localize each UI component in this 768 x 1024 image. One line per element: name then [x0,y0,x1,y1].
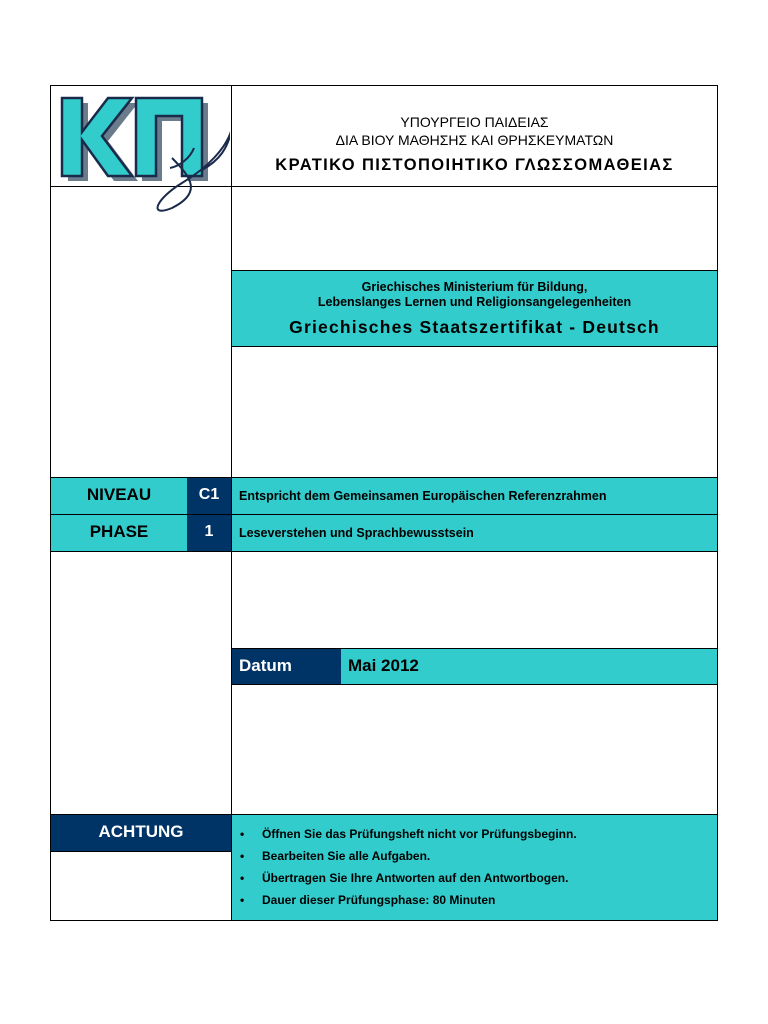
phase-code: 1 [187,514,231,552]
instruction-item: • Übertragen Sie Ihre Antworten auf den Antwortbogen. [232,867,577,889]
greek-ministry-line2: ΔΙΑ ΒΙΟΥ ΜΑΘΗΣΗΣ ΚΑΙ ΘΡΗΣΚΕΥΜΑΤΩΝ [335,132,614,148]
kpg-logo [52,88,230,220]
greek-certificate-title: ΚΡΑΤΙΚΟ ΠΙΣΤΟΠΟΙΗΤΙΚΟ ΓΛΩΣΣΟΜΑΘΕΙΑΣ [275,156,674,174]
achtung-label: ACHTUNG [51,814,231,852]
german-certificate-title: Griechisches Staatszertifikat - Deutsch [289,317,660,337]
niveau-label: NIVEAU [51,477,187,515]
niveau-code: C1 [187,477,231,515]
instruction-item: • Dauer dieser Prüfungsphase: 80 Minuten [232,889,577,911]
instructions-list [232,823,577,911]
greek-ministry-line1: ΥΠΟΥΡΓΕΙΟ ΠΑΙΔΕΙΑΣ [400,114,549,130]
phase-label: PHASE [51,514,187,552]
german-ministry-line1: Griechisches Ministerium für Bildung, [361,280,588,294]
german-ministry-line2: Lebenslanges Lernen und Religionsangelegenheiten [317,295,632,309]
datum-value: Mai 2012 [341,648,717,685]
instruction-item: • Öffnen Sie das Prüfungsheft nicht vor Prüfungsbeginn. [232,823,577,845]
instruction-item: • Bearbeiten Sie alle Aufgaben. [232,845,577,867]
instructions-box [232,814,717,920]
datum-label: Datum [232,648,341,685]
greek-header [232,86,717,186]
german-header [232,270,717,347]
phase-description: Leseverstehen und Sprachbewusstsein [232,514,717,552]
niveau-description: Entspricht dem Gemeinsamen Europäischen Referenzrahmen [232,477,717,515]
